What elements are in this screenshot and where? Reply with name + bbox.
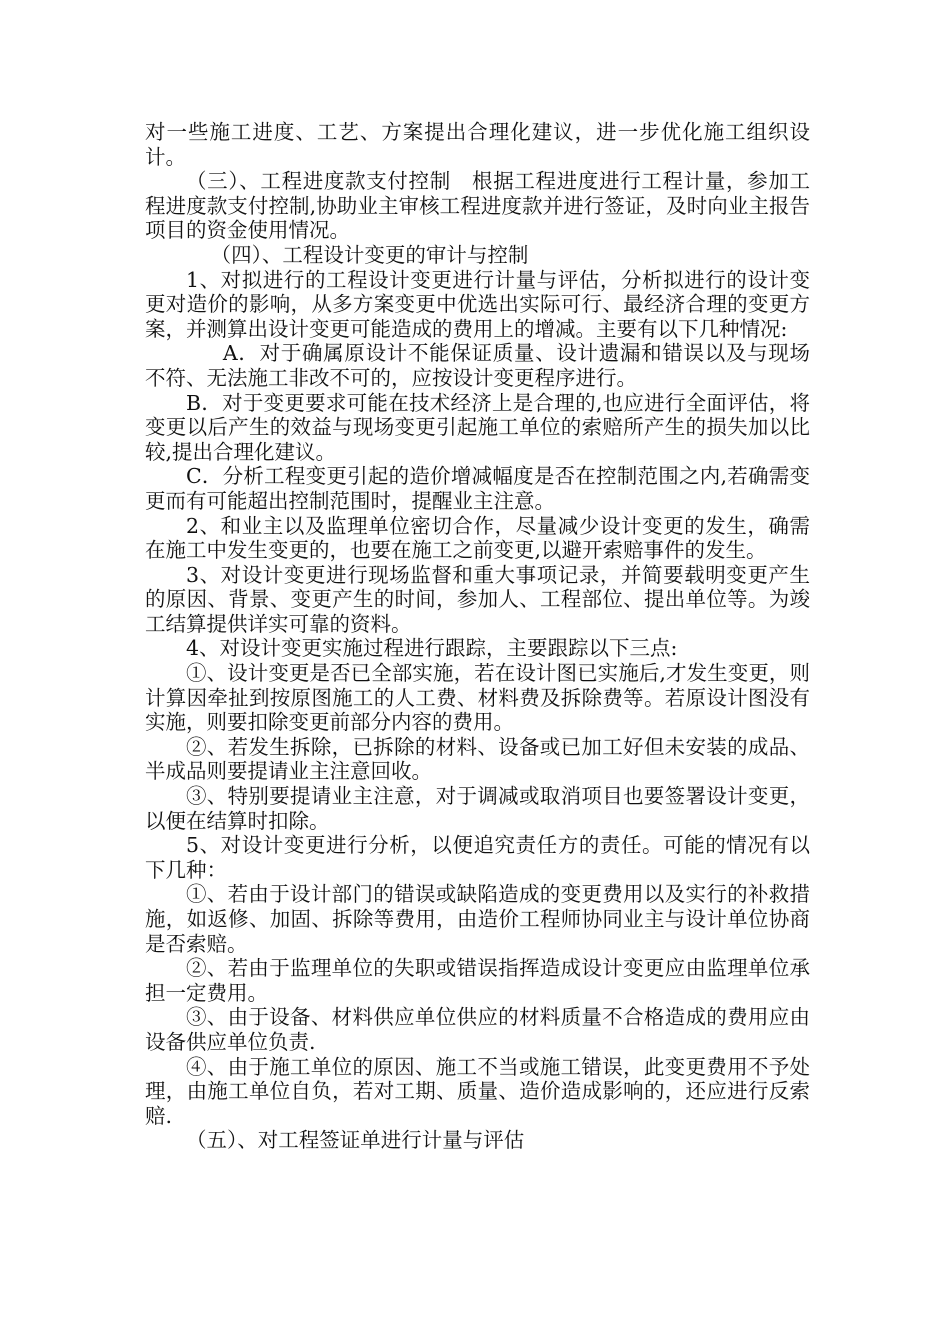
paragraph-item-4-1: ①、设计变更是否已全部实施，若在设计图已实施后,才发生变更，则计算因牵扯到按原图施工的人工费、材料费及拆除费等。若原设计图没有实施，则要扣除变更前部分内容的费用。 xyxy=(145,661,810,735)
paragraph-item-4-3: ③、特别要提请业主注意，对于调减或取消项目也要签署设计变更，以便在结算时扣除。 xyxy=(145,784,810,833)
paragraph-item-b: B．对于变更要求可能在技术经济上是合理的,也应进行全面评估，将变更以后产生的效益与现场变更引起施工单位的索赔所产生的损失加以比较,提出合理化建议。 xyxy=(145,390,810,464)
section-4-heading: （四）、工程设计变更的审计与控制 xyxy=(210,242,529,267)
paragraph-item-4-2: ②、若发生拆除，已拆除的材料、设备或已加工好但未安装的成品、半成品则要提请业主注意回收。 xyxy=(145,734,810,784)
document-body xyxy=(145,120,810,1153)
paragraph-item-a: A．对于确属原设计不能保证质量、设计遗漏和错误以及与现场不符、无法施工非改不可的，应按设计变更程序进行。 xyxy=(145,341,810,390)
paragraph-item-5: 5、对设计变更进行分析，以便追究责任方的责任。可能的情况有以下几种： xyxy=(145,833,810,882)
paragraph-item-2: 2、和业主以及监理单位密切合作，尽量减少设计变更的发生，确需在施工中发生变更的，也要在施工之前变更,以避开索赔事件的发生。 xyxy=(145,513,810,563)
paragraph-item-5-3: ③、由于设备、材料供应单位供应的材料质量不合格造成的费用应由设备供应单位负责. xyxy=(145,1005,810,1054)
paragraph-item-1: 1、对拟进行的工程设计变更进行计量与评估，分析拟进行的设计变更对造价的影响，从多方案变更中优选出实际可行、最经济合理的变更方案，并测算出设计变更可能造成的费用上的增减。主要有以下几种情况: xyxy=(145,267,810,341)
paragraph-item-c: C．分析工程变更引起的造价增减幅度是否在控制范围之内,若确需变更而有可能超出控制范围时，提醒业主注意。 xyxy=(145,464,810,513)
paragraph-item-4: 4、对设计变更实施过程进行跟踪，主要跟踪以下三点: xyxy=(186,636,678,661)
section-5-heading: （五）、对工程签证单进行计量与评估 xyxy=(186,1128,525,1153)
paragraph-continuation: 对一些施工进度、工艺、方案提出合理化建议，进一步优化施工组织设计。 xyxy=(145,120,810,169)
paragraph-item-5-4: ④、由于施工单位的原因、施工不当或施工错误，此变更费用不予处理，由施工单位自负，若对工期、质量、造价造成影响的，还应进行反索赔. xyxy=(145,1054,810,1128)
paragraph-item-5-2: ②、若由于监理单位的失职或错误指挥造成设计变更应由监理单位承担一定费用。 xyxy=(145,956,810,1005)
section-3-heading-paragraph: （三）、工程进度款支付控制 根据工程进度进行工程计量，参加工程进度款支付控制,协助业主审核工程进度款并进行签证，及时向业主报告项目的资金使用情况。 xyxy=(145,169,810,243)
paragraph-item-3: 3、对设计变更进行现场监督和重大事项记录，并简要载明变更产生的原因、背景、变更产生的时间，参加人、工程部位、提出单位等。为竣工结算提供详实可靠的资料。 xyxy=(145,562,810,636)
paragraph-item-5-1: ①、若由于设计部门的错误或缺陷造成的变更费用以及实行的补救措施，如返修、加固、拆除等费用，由造价工程师协同业主与设计单位协商是否索赔。 xyxy=(145,882,810,956)
